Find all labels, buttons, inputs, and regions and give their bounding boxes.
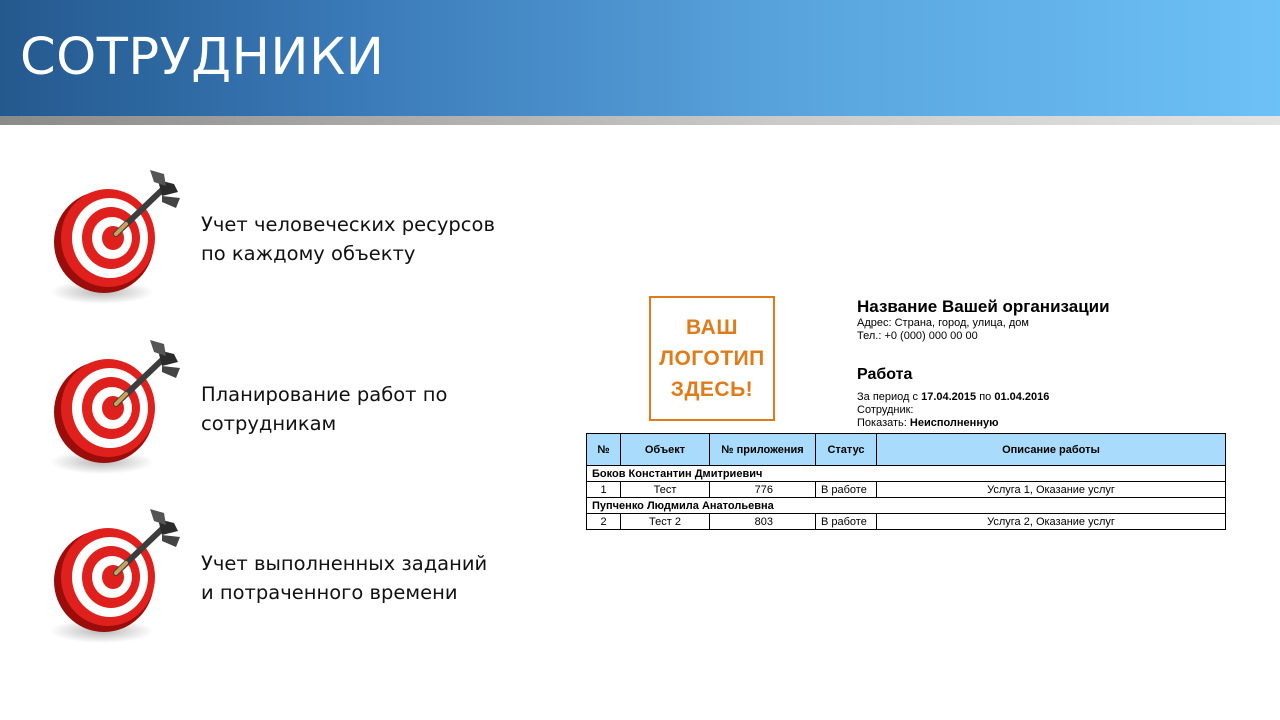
report-employee: Сотрудник: bbox=[857, 404, 914, 416]
column-header: № bbox=[587, 434, 621, 466]
title-underline-bar bbox=[0, 116, 1280, 125]
bullet-item bbox=[50, 507, 510, 647]
group-row bbox=[587, 466, 1226, 482]
bullet-item bbox=[50, 168, 510, 308]
column-header: Описание работы bbox=[877, 434, 1226, 466]
cell-object: Тест 2 bbox=[621, 514, 710, 530]
cell-app-number: 776 bbox=[710, 482, 816, 498]
column-header: Объект bbox=[621, 434, 710, 466]
organization-address: Адрес: Страна, город, улица, дом bbox=[857, 317, 1029, 329]
organization-info bbox=[857, 296, 1217, 343]
table-row bbox=[587, 514, 1226, 530]
cell-description: Услуга 1, Оказание услуг bbox=[877, 482, 1226, 498]
work-report-table bbox=[586, 433, 1226, 530]
bullet-text: Учет человеческих ресурсов по каждому объекту bbox=[201, 213, 495, 265]
title-banner bbox=[0, 0, 1280, 116]
cell-number: 2 bbox=[587, 514, 621, 530]
bullet-text: Учет выполненных заданий и потраченного времени bbox=[201, 552, 488, 604]
organization-name: Название Вашей организации bbox=[857, 297, 1110, 316]
report-parameters bbox=[857, 391, 1049, 430]
table-header-row bbox=[587, 434, 1226, 466]
report-period: За период с 17.04.2015 по 01.04.2016 bbox=[857, 391, 1050, 403]
target-dart-icon bbox=[50, 338, 190, 478]
report-title: Работа bbox=[857, 366, 913, 383]
cell-object: Тест bbox=[621, 482, 710, 498]
cell-status: В работе bbox=[816, 514, 877, 530]
cell-description: Услуга 2, Оказание услуг bbox=[877, 514, 1226, 530]
column-header: № приложения bbox=[710, 434, 816, 466]
group-row bbox=[587, 498, 1226, 514]
table-row bbox=[587, 482, 1226, 498]
bullet-text: Планирование работ по сотрудникам bbox=[201, 383, 448, 435]
slide-title: СОТРУДНИКИ bbox=[20, 28, 385, 87]
target-dart-icon bbox=[50, 168, 190, 308]
employee-name: Боков Константин Дмитриевич bbox=[587, 466, 1226, 482]
bullet-item bbox=[50, 338, 510, 478]
organization-phone: Тел.: +0 (000) 000 00 00 bbox=[857, 330, 978, 342]
logo-placeholder: ВАШ ЛОГОТИП ЗДЕСЬ! bbox=[649, 296, 775, 421]
target-dart-icon bbox=[50, 507, 190, 647]
cell-number: 1 bbox=[587, 482, 621, 498]
employee-name: Пупченко Людмила Анатольевна bbox=[587, 498, 1226, 514]
cell-app-number: 803 bbox=[710, 514, 816, 530]
cell-status: В работе bbox=[816, 482, 877, 498]
report-show-filter: Показать: Неисполненную bbox=[857, 417, 999, 429]
column-header: Статус bbox=[816, 434, 877, 466]
